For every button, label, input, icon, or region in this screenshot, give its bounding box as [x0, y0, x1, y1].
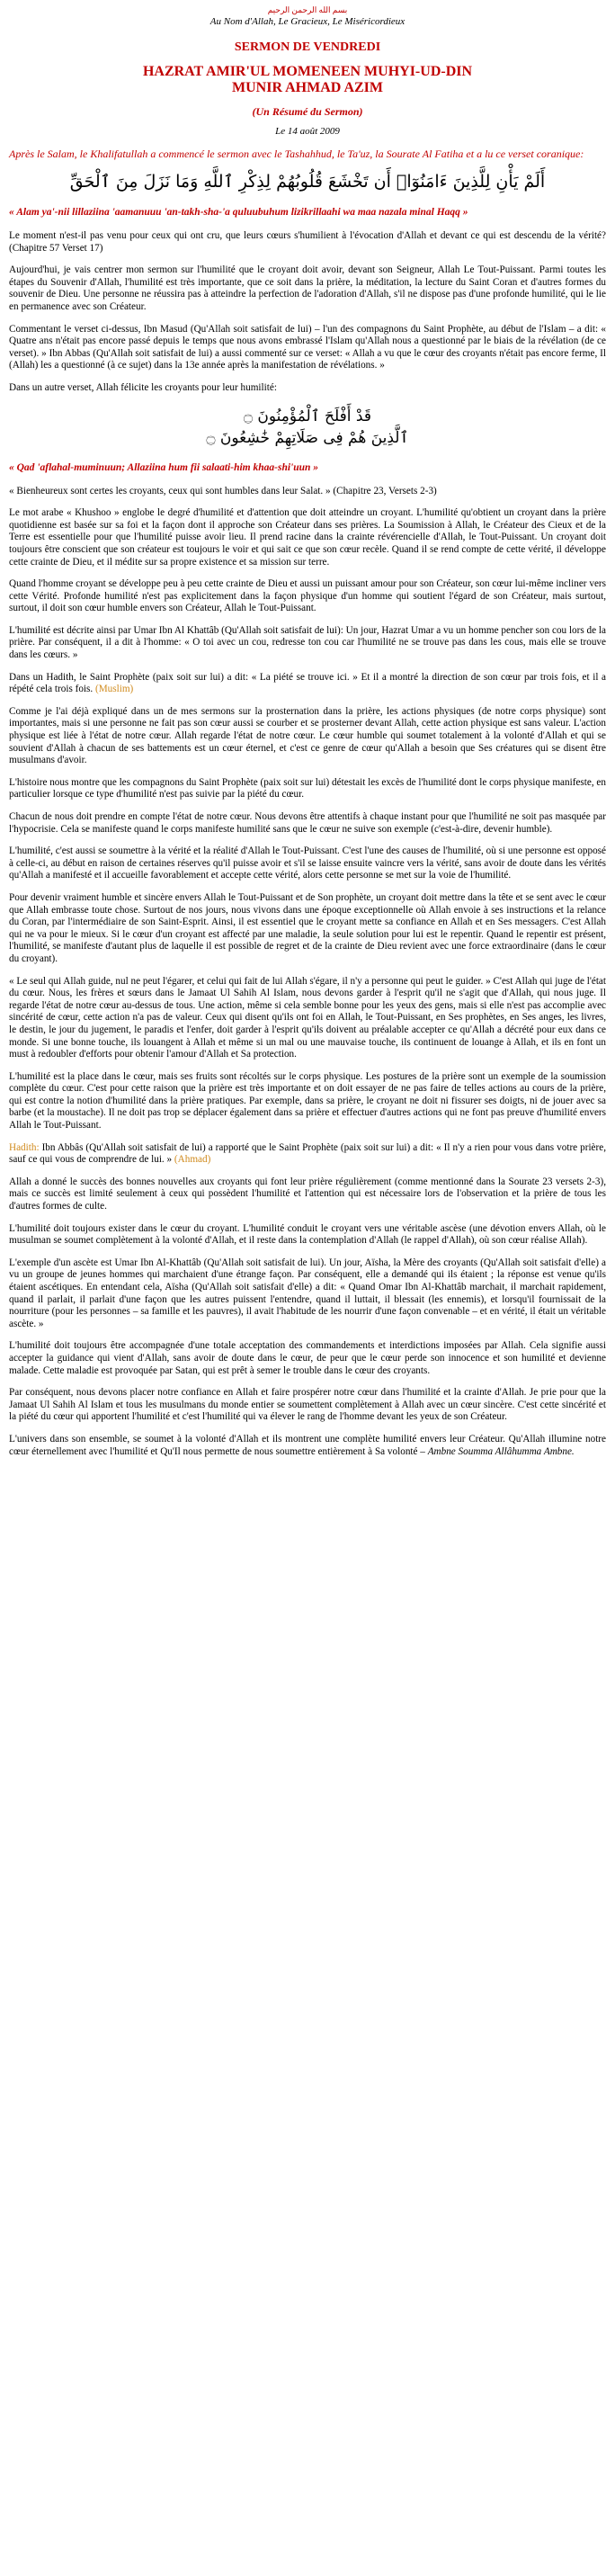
- hadith-text: Dans un Hadith, le Saint Prophète (paix soit sur lui) a dit: « La piété se trouve ici. » Et il a montré la direction de son cœur par trois fois, et il a répété cela trois fois.: [9, 671, 606, 695]
- hadith-paragraph: [9, 672, 606, 696]
- paragraph: Le moment n'est-il pas venu pour ceux qui ont cru, que leurs cœurs s'humilient à l'évocation d'Allah et devant ce qui est descendu de la vérité? (Chapitre 57 Verset 17): [9, 230, 606, 254]
- paragraph: Le mot arabe « Khushoo » englobe le degré d'humilité et d'attention que doit atteindre un croyant. L'humilité qu'obtient un croyant dans la prière quotidienne est basée sur sa foi et la façon dont il approche son Créateur dans ses prières. La Soumission à Allah, le Créateur des Cieux et de la Terre est essentielle pour que l'humilité puisse avoir lieu. Il prend racine dans la crainte révérencielle d'Allah, le Tout-Puissant. Un croyant doit toujours être conscient que son créateur est toujours le voir et qui sait ce que son cœur recèle. Quand il se rend compte de cette vérité, il développe cette crainte de Dieu, et il médite sur sa propre existence et sa mission sur terre.: [9, 507, 606, 568]
- closing-text: L'univers dans son ensemble, se soumet à la volonté d'Allah et ils montrent une complète humilité envers leur Créateur. Qu'Allah illumine notre cœur éternellement avec l'humilité et Qu'Il nous permette de nous soumettre entièrement à Sa volonté –: [9, 1433, 606, 1457]
- arabic-verse-1: أَلَمْ يَأْنِ لِلَّذِينَ ءَامَنُوٓا۟ أَن تَخْشَعَ قُلُوبُهُمْ لِذِكْرِ ٱللَّهِ وَمَا نَزَلَ مِنَ ٱلْحَقِّ: [69, 172, 546, 192]
- paragraph: L'histoire nous montre que les compagnons du Saint Prophète (paix soit sur lui) détestait les excès de l'humilité dont le corps physique manifeste, en particulier lorsque ce type d'humilité n'est pas suivie par la piété du cœur.: [9, 776, 606, 801]
- hadith-source: (Muslim): [94, 684, 134, 695]
- arabic-verse-2: [9, 406, 606, 449]
- hadith-2-label: Hadith:: [9, 1141, 40, 1153]
- transliteration-2: « Qad 'aflahal-muminuun; Allaziina hum fii salaati-him khaa-shi'uun »: [9, 461, 319, 473]
- bismillah: بسم الله الرحمن الرحيم: [267, 5, 348, 14]
- hadith-2-source: (Ahmad): [174, 1154, 211, 1166]
- paragraph: « Bienheureux sont certes les croyants, ceux qui sont humbles dans leur Salat. » (Chapitre 23, Versets 2-3): [9, 485, 437, 496]
- sermon-date: Le 14 août 2009: [275, 126, 340, 137]
- paragraph: Pour devenir vraiment humble et sincère envers Allah le Tout-Puissant et de Son prophète, un croyant doit mettre dans la tête et se sent avec le cœur que Allah embrasse toute chose. Surtout de nos jours, nous vivons dans une époque exceptionnelle où Allah envoie à ses instructions et la relance du Coran, par l'intermédiaire de son Saint-Esprit. Ainsi, il est essentiel que le croyant mette sa confiance en Allah et en Ses messagers. C'est Allah qui ne va pour le mieux. Si le cœur d'un croyant est affecté par une maladie, la seule solution pour lui est le repentir. Quand le repentir est présent, l'humilité, se manifeste d'autant plus de laquelle il est possible de regret et de la crainte de Dieu revient avec une force extraordinaire (dans le cœur du croyant).: [9, 891, 606, 964]
- closing-ending: Ambne Soumma Allâhumma Ambne.: [427, 1445, 575, 1457]
- transliteration-1: « Alam ya'-nii lillaziina 'aamanuuu 'an-takh-sha-'a quluubuhum lizikrillaahi wa maa nazala minal Haqq »: [9, 207, 468, 218]
- invocation: Au Nom d'Allah, Le Gracieux, Le Miséricordieux: [209, 16, 406, 27]
- sermon-label: SERMON DE VENDREDI: [234, 40, 381, 54]
- resume-label: (Un Résumé du Sermon): [252, 105, 363, 118]
- hadith-2-text: Ibn Abbâs (Qu'Allah soit satisfait de lui) a rapporté que le Saint Prophète (paix soit sur lui) a dit: « Il n'y a rien pour vous dans votre prière, sauf ce qui vous de comprendre de lui. »: [9, 1141, 607, 1166]
- paragraph: Comme je l'ai déjà expliqué dans un de mes sermons sur la prosternation dans la prière, les actions physiques (de notre corps physique) sont importantes, mais si une personne ne fait pas son cœur aussi se courber et se prosterner devant Allah, cette action physique est sans valeur. L'action physique est liée à l'état de notre cœur. Allah regarde l'état de notre cœur. Le cœur humble qui soumet totalement à la volonté d'Allah et qui se souvient d'Allah à chacun de ses battements est un cœur éternel, et c'est ce genre de cœur qu'Allah a besoin que Ses créatures qui se disent être musulmans d'avoir.: [9, 705, 606, 766]
- paragraph: Commentant le verset ci-dessus, Ibn Masud (Qu'Allah soit satisfait de lui) – l'un des compagnons du Saint Prophète, au début de l'Islam – a dit: « Quatre ans n'était pas encore passé depuis le temps que nous avons embrassé l'Islam qu'Allah nous a questionné par le biais de la révélation (de ce verset). » Ibn Abbas (Qu'Allah soit satisfait de lui) a aussi commenté sur ce verset: « Allah a vu que le cœur des croyants n'était pas encore ferme, Il (Allah) les a questionné (à ce sujet) dans la 13e année après la manifestation de révélations. »: [9, 323, 606, 371]
- paragraph: Dans un autre verset, Allah félicite les croyants pour leur humilité:: [9, 381, 277, 393]
- closing-paragraph: [9, 1434, 606, 1458]
- paragraph: L'humilité est la place dans le cœur, mais ses fruits sont récoltés sur le corps physique. Les postures de la prière sont un exemple de la soumission complète du cœur. C'est pour cette raison que la prière est très importante et on doit essayer de ne pas faire de telles actions au cours de la prière, qui est contre la notion d'humilité dans la prière pratiques. Par exemple, dans sa prière, le croyant ne doit ni fissurer ses doigts, ni de jouer avec sa barbe (et la moustache). Il ne doit pas trop se déplacer également dans sa prière et effectuer d'autres actions qui ne font pas preuve d'humilité envers Allah le Tout-Puissant.: [9, 1070, 606, 1131]
- title-line-2: MUNIR AHMAD AZIM: [232, 80, 383, 95]
- paragraph: L'humilité doit toujours être accompagnée d'une totale acceptation des commandements et interdictions imposées par Allah. Cela signifie aussi accepter la guidance qui vient d'Allah, sans avoir de doute dans le cœur, de peur que le cœur perde son innocence et son humilité et devienne malade. Cette maladie est provoquée par Satan, qui est prêt à semer le trouble dans le cœur des croyants.: [9, 1340, 606, 1376]
- paragraph: L'humilité, c'est aussi se soumettre à la vérité et la réalité d'Allah le Tout-Puissant. C'est l'une des causes de l'humilité, où si une personne est opposé à celle-ci, au début en raison de certaines réserves qu'il puisse avoir et s'il se laisse ensuite vaincre vers la vérité, sans avoir de doute dans les vérités qu'Allah a manifesté et il accueille favorablement et accepte cette vérité, alors cette personne se met sur la voie de l'humilité.: [9, 845, 606, 881]
- paragraph: Quand l'homme croyant se développe peu à peu cette crainte de Dieu et aussi un puissant amour pour son Créateur, son cœur lui-même incliner vers cette Vérité. Profonde humilité n'est pas explicitement dans la façon physique d'un homme qui soutient l'égard de son Créateur, mais surtout, surtout, il doit son cœur humble envers son Créateur, Allah le Tout-Puissant.: [9, 578, 606, 614]
- paragraph: L'humilité doit toujours exister dans le cœur du croyant. L'humilité conduit le croyant vers une véritable ascèse (une dévotion envers Allah, où le musulman se soumet complètement à la volonté d'Allah, et il reste dans la contemplation d'Allah (le rappel d'Allah), où son cœur réalise Allah).: [9, 1222, 606, 1247]
- arabic-verse-2-line-1: قَدْ أَفْلَحَ ٱلْمُؤْمِنُونَ ۝: [244, 407, 371, 425]
- arabic-verse-2-line-2: ٱلَّذِينَ هُمْ فِى صَلَاتِهِمْ خَٰشِعُونَ ۝: [206, 428, 409, 447]
- paragraph: L'exemple d'un ascète est Umar Ibn Al-Khattâb (Qu'Allah soit satisfait de lui). Un jour, Aïsha, la Mère des croyants (Qu'Allah soit satisfait d'elle) a vu un groupe de jeunes hommes qui marchaient d'une étrange façon. Par conséquent, elle a demandé qui ils étaient ; la réponse est venue qu'ils étaient ascétiques. En entendant cela, Aïsha (Qu'Allah soit satisfait d'elle) a dit: « Quand Omar Ibn Al-Khattâb marchait, il marchait rapidement, quand il parlait, il parlait d'une façon que les autres puissent l'entendre, quand il luttait, il blessait (les ennemis), et lorsqu'il fournissait de la nourriture (pour les personnes – sa famille et les pauvres), il avait l'habitude de les nourrir d'une façon convenable – et en vérité, il était un véritable ascète. »: [9, 1257, 606, 1329]
- paragraph: Aujourd'hui, je vais centrer mon sermon sur l'humilité que le croyant doit avoir, devant son Seigneur, Allah Le Tout-Puissant. Parmi toutes les étapes du Souvenir d'Allah, l'humilité est très importante, que ce soit dans la prière, la méditation, la lecture du Saint Coran et d'autres formes du souvenir de Dieu. Une personne ne réussira pas à atteindre la perfection de l'adoration d'Allah, s'il ne dispose pas d'une profonde humilité, qui le lie en permanence avec son Créateur.: [9, 264, 606, 312]
- title-line-1: HAZRAT AMIR'UL MOMENEEN MUHYI-UD-DIN: [142, 64, 473, 79]
- paragraph: « Le seul qui Allah guide, nul ne peut l'égarer, et celui qui fait de lui Allah s'égare, il n'y a personne qui peut le guider. » C'est Allah qui juge de l'état du cœur. Nous, les frères et sœurs dans le Jamaat Ul Sahih Al Islam, nous devons garder à l'esprit qu'il ne s'agit que d'Allah, qui nous juge. Il regarde l'état de notre cœur au-dessus de tous. Une action, même si cela semble bonne pour les yeux des gens, mais si elle n'est pas accomplie avec sincérité de cœur, cette action n'a pas de valeur. Ceux qui disent qu'ils ont foi en Allah, le Tout-Puissant, en Ses prophètes, en Ses anges, les livres, le destin, le jour du jugement, le paradis et l'enfer, doit garder à l'esprit qu'ils doivent au préalable accepter ce qu'Allah a décrété pour eux dans ce monde. Si une bonne touche, ils louangent à Allah et même si un mal ou une mauvaise touche, ils continuent de louange à Allah, et ils en font un must à redoubler d'efforts pour obtenir l'amour d'Allah et Sa protection.: [9, 975, 606, 1060]
- page-title: [9, 64, 606, 96]
- paragraph: Allah a donné le succès des bonnes nouvelles aux croyants qui font leur prière régulièrement (comme mentionné dans la Sourate 23 versets 2-3), mais ce succès est limité seulement à ceux qui possèdent l'humilité et l'attention qui est nécessaire lors de l'observation et la prière de tous les d'autres formes de culte.: [9, 1176, 606, 1212]
- intro-text: Après le Salam, le Khalifatullah a commencé le sermon avec le Tashahhud, le Ta'uz, la Sourate Al Fatiha et a lu ce verset coranique:: [9, 148, 584, 160]
- paragraph: Chacun de nous doit prendre en compte l'état de notre cœur. Nous devons être attentifs à chaque instant pour que l'humilité ne soit pas masquée par l'hypocrisie. Cela se manifeste quand le corps manifeste humilité sans que le cœur ne suive son exemple (c'est-à-dire, devenir humble).: [9, 811, 606, 835]
- paragraph: Par conséquent, nous devons placer notre confiance en Allah et faire prospérer notre cœur dans l'humilité et la crainte d'Allah. Je prie pour que la Jamaat Ul Sahih Al Islam et tous les musulmans du monde entier se soumettent complètement à Allah avec un cœur sincère. C'est cette sincérité et la piété du cœur qui apportent l'humilité et c'est l'humilité qui va élever le rang de l'homme devant les yeux de son Créateur.: [9, 1387, 606, 1423]
- hadith-2-paragraph: [9, 1142, 606, 1167]
- paragraph: L'humilité est décrite ainsi par Umar Ibn Al Khattâb (Qu'Allah soit satisfait de lui): Un jour, Hazrat Umar a vu un homme pencher son cou lors de la prière. Par conséquent, il a dit à l'homme: « O toi avec un cou, redresse ton cou car l'humilité ne se trouve pas dans les cous, mais elle se trouve dans les cœurs. »: [9, 624, 606, 661]
